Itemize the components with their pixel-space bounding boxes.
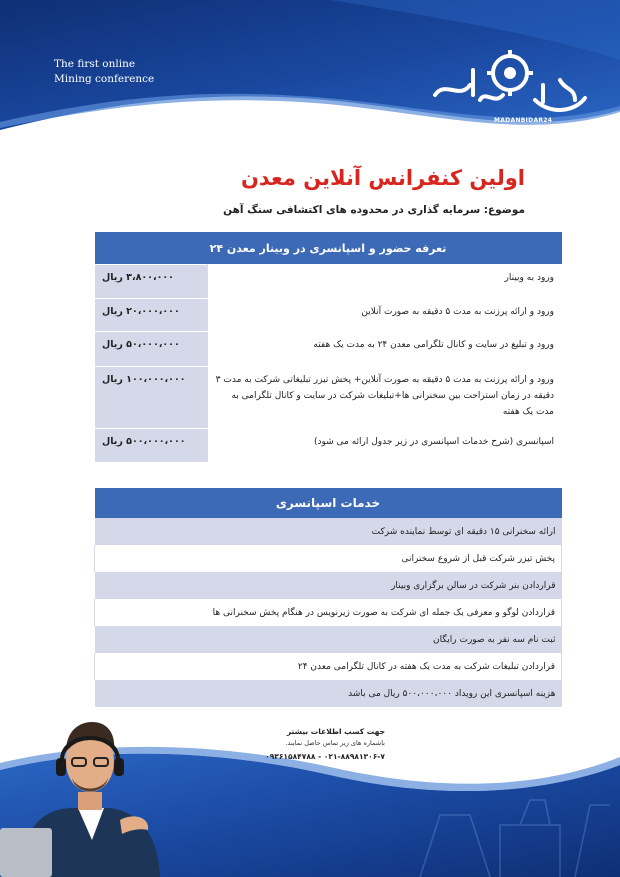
tagline-line2: Mining conference	[54, 73, 155, 85]
tariff-row	[95, 367, 562, 429]
tariff-row-desc: ورود و تبلیغ در سایت و کانال تلگرامی معدن ۲۴ به مدت یک هفته	[208, 332, 562, 367]
service-row	[95, 572, 562, 599]
service-row	[95, 653, 562, 680]
service-row	[95, 626, 562, 653]
services-heading: خدمات اسپانسری	[95, 488, 562, 518]
tariff-row-price: ۳،۸۰۰،۰۰۰ ریال	[95, 265, 208, 299]
service-row	[95, 599, 562, 626]
tariff-row-desc: ورود و ارائه پرزنت به مدت ۵ دقیقه به صورت آنلاین+ پخش تیزر تبلیغاتی شرکت به مدت ۳ دقیقه در زمان استراحت بین سخنرانی ها+تبلیغات شرکت در سایت و کانال تلگرامی به مدت یک هفته	[208, 367, 562, 429]
tariff-row-price: ۲۰،۰۰۰،۰۰۰ ریال	[95, 299, 208, 332]
tariff-row-price: ۱۰۰،۰۰۰،۰۰۰ ریال	[95, 367, 208, 429]
tariff-row-price: ۵۰۰،۰۰۰،۰۰۰ ریال	[95, 429, 208, 463]
service-item: قراردادن لوگو و معرفی یک جمله ای شرکت به صورت زیرنویس در هنگام پخش سخنرانی ها	[95, 599, 562, 626]
service-item: هزینه اسپانسری این رویداد ۵۰۰،۰۰۰،۰۰۰ ریال می باشد	[95, 680, 562, 707]
sponsorship-services-table	[94, 488, 562, 707]
contact-info	[240, 727, 385, 761]
presenter-photo	[0, 700, 180, 877]
logo-caption: MADANBIDAR24	[494, 117, 553, 124]
contact-line2: باشماره های زیر تماس حاصل نمایند.	[285, 739, 385, 747]
tariff-row	[95, 299, 562, 332]
tariff-row	[95, 429, 562, 463]
service-item: قراردادن بنر شرکت در سالن برگزاری وبینار	[95, 572, 562, 599]
service-item: ثبت نام سه نفر به صورت رایگان	[95, 626, 562, 653]
tariff-heading: تعرفه حضور و اسپانسری در وبینار معدن ۲۴	[95, 232, 562, 265]
tariff-header-row	[95, 232, 562, 265]
tariff-row-price: ۵۰،۰۰۰،۰۰۰ ریال	[95, 332, 208, 367]
tagline-line1: The first online	[54, 58, 136, 70]
services-header-row	[95, 488, 562, 518]
service-item: قراردادن تبلیغات شرکت به مدت یک هفته در کانال تلگرامی معدن ۲۴	[95, 653, 562, 680]
tariff-row	[95, 332, 562, 367]
page-title: اولین کنفرانس آنلاین معدن	[241, 166, 525, 190]
service-row	[95, 518, 562, 545]
service-item: ارائه سخنرانی ۱۵ دقیقه ای توسط نماینده شرکت	[95, 518, 562, 545]
tariff-table	[94, 232, 562, 463]
tariff-row-desc: اسپانسری (شرح خدمات اسپانسری در زیر جدول ارائه می شود)	[208, 429, 562, 463]
page-subtitle: موضوع: سرمایه گذاری در محدوده های اکتشافی سنگ آهن	[223, 204, 525, 216]
tariff-row-desc: ورود و ارائه پرزنت به مدت ۵ دقیقه به صورت آنلاین	[208, 299, 562, 332]
service-row	[95, 545, 562, 572]
tariff-row	[95, 265, 562, 299]
tariff-row-desc: ورود به وبینار	[208, 265, 562, 299]
service-item: پخش تیزر شرکت قبل از شروع سخنرانی	[95, 545, 562, 572]
header-band	[0, 0, 620, 150]
contact-line1: جهت کسب اطلاعات بیشتر	[286, 727, 385, 736]
tagline	[54, 57, 154, 87]
contact-phone-numbers: ۰۲۱-۸۸۹۸۱۳۰۶-۷ - ۰۹۳۶۱۵۸۴۷۸۸	[265, 752, 385, 761]
